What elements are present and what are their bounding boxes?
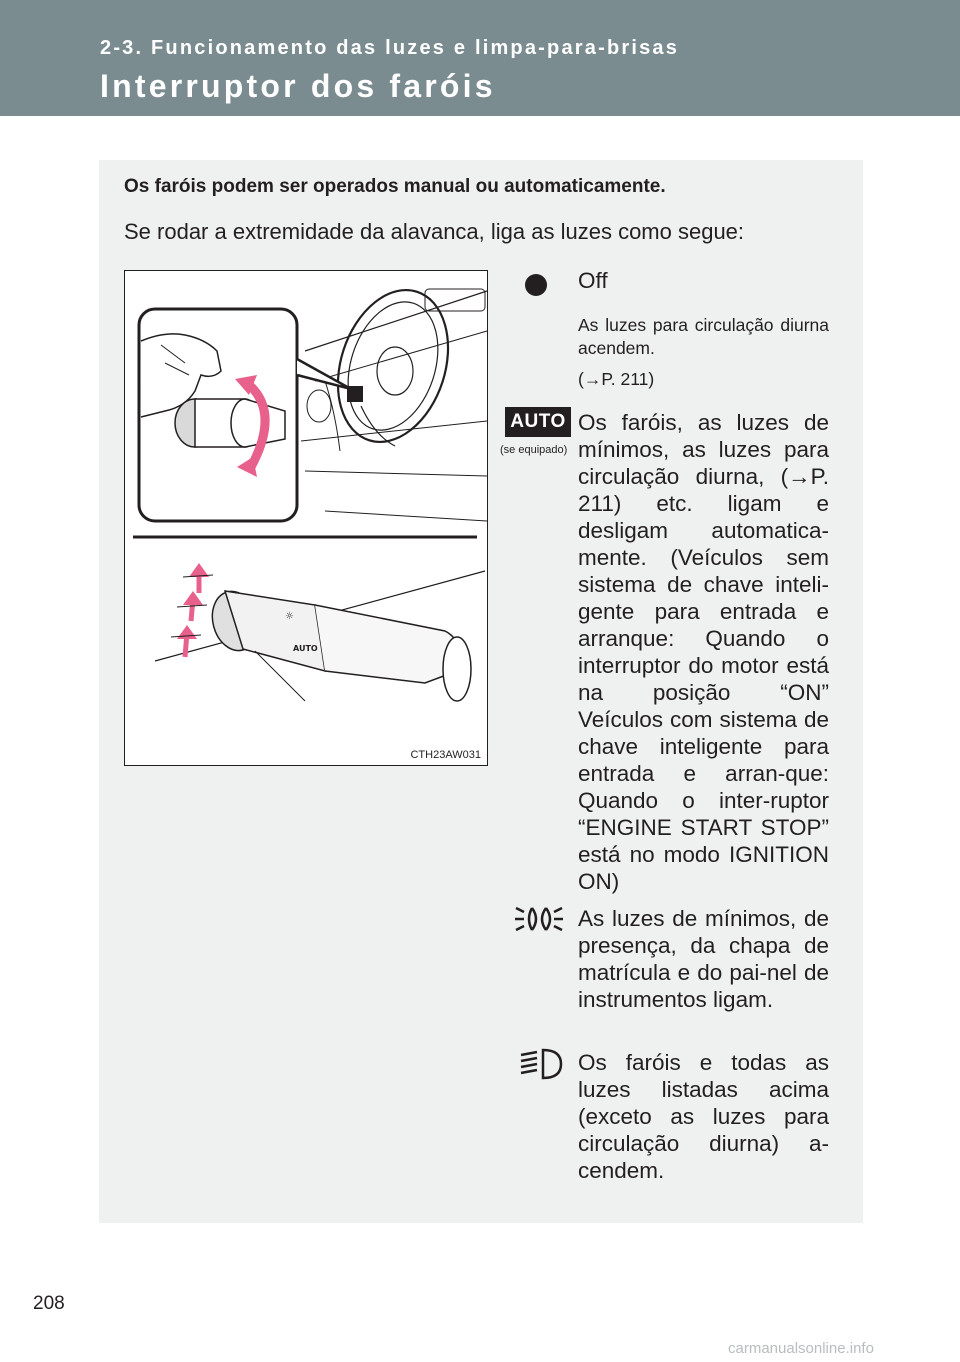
illustration-drawing bbox=[125, 271, 489, 767]
item-off-ref: (→P. 211) bbox=[578, 369, 655, 389]
item-auto-text: Os faróis, as luzes de mínimos, as luzes para circulação diurna, (→P. 211) etc. ligam e desligam automatica-mente. (Veículos sem sistema de chave inteli-gente para entrada e arranque: Quando o interruptor do motor está na posição “ON” Veículos com sistema de chave inteligente para entrada e arran-que: Quando o inter-ruptor “ENGINE START STOP” está no modo IGNITION ON) bbox=[578, 410, 829, 894]
auto-icon: AUTO bbox=[505, 407, 571, 437]
lead-text: Os faróis podem ser operados manual ou automaticamente. bbox=[124, 176, 666, 197]
item-off-note: As luzes para circulação diurna acendem. bbox=[578, 315, 829, 358]
svg-text:AUTO: AUTO bbox=[293, 644, 318, 653]
figure-code: CTH23AW031 bbox=[410, 749, 481, 761]
item-off-label: Off bbox=[578, 268, 608, 293]
page-header bbox=[0, 0, 960, 116]
headlight-icon bbox=[517, 1046, 565, 1087]
item-parking-text: As luzes de mínimos, de presença, da chapa de matrícula e do pai-nel de instrumentos ligam. bbox=[578, 906, 829, 1012]
section-heading: 2-3. Funcionamento das luzes e limpa-para-brisas bbox=[100, 37, 680, 59]
lever-illustration bbox=[124, 270, 488, 766]
page-title: Interruptor dos faróis bbox=[100, 68, 496, 104]
watermark: carmanualsonline.info bbox=[728, 1340, 874, 1357]
off-circle-icon bbox=[521, 270, 551, 305]
svg-text:☼: ☼ bbox=[285, 611, 294, 622]
item-headlight-text: Os faróis e todas as luzes listadas acima (exceto as luzes para circulação diurna) a-cendem. bbox=[578, 1050, 829, 1183]
page-number: 208 bbox=[33, 1293, 65, 1314]
intro-text: Se rodar a extremidade da alavanca, liga as luzes como segue: bbox=[124, 219, 745, 244]
parking-lights-icon bbox=[512, 900, 572, 943]
auto-condition: (se equipado) bbox=[500, 444, 568, 456]
